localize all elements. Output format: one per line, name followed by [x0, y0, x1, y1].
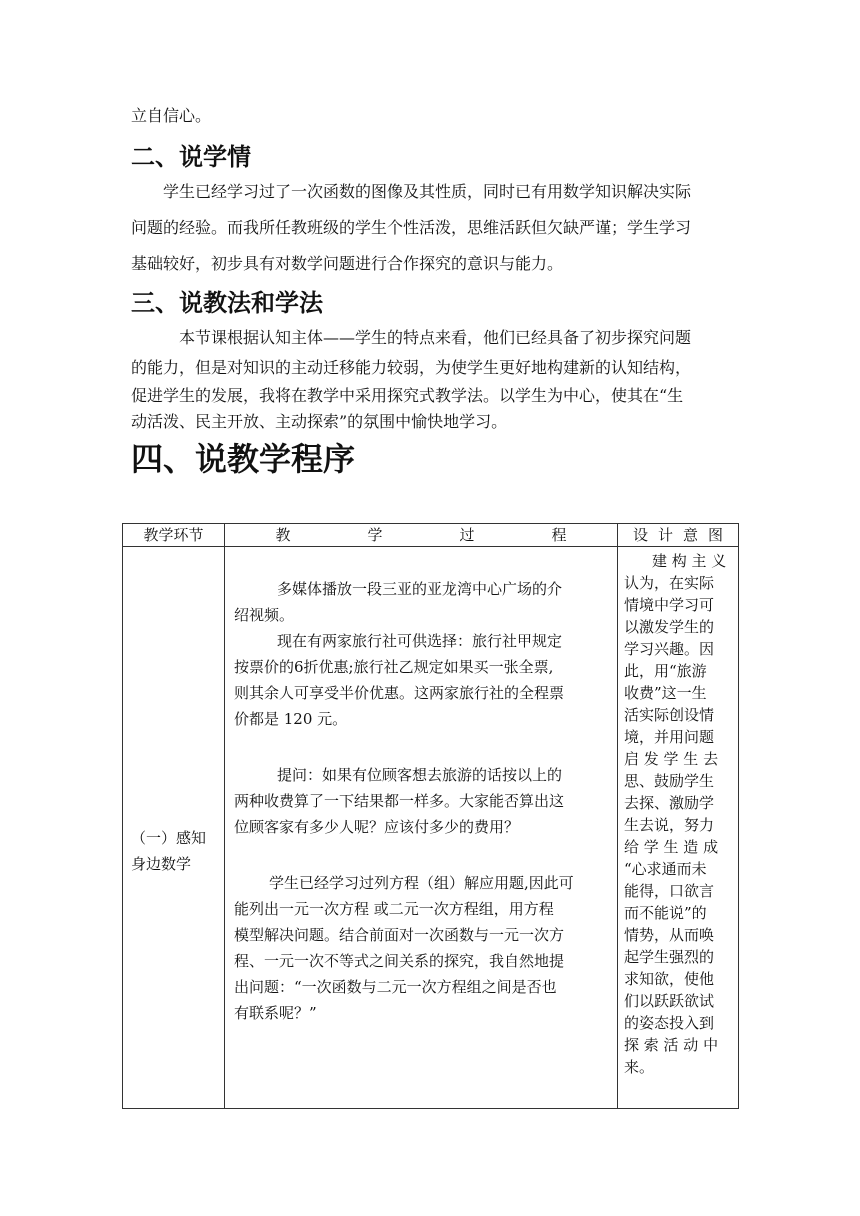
stage-cell	[123, 547, 225, 1109]
process-line: 绍视频。	[234, 606, 295, 624]
intent-line: “心求通而未	[624, 860, 707, 878]
process-line: 按票价的6折优惠;旅行社乙规定如果买一张全票,	[234, 658, 554, 676]
table-header-row	[123, 524, 739, 547]
intent-line: 生去说，努力	[624, 816, 715, 834]
intent-line: 启 发 学 生 去	[624, 750, 719, 768]
stage-line-2: 身边数学	[131, 855, 192, 873]
intent-line: 以激发学生的	[624, 618, 715, 636]
process-line: 价都是 120 元。	[234, 710, 348, 728]
process-line: 现在有两家旅行社可供选择：旅行社甲规定	[277, 632, 563, 650]
intent-line: 活实际创设情	[624, 706, 715, 724]
header-process-char: 教	[275, 526, 291, 544]
intent-line: 来。	[624, 1058, 655, 1076]
intent-line: 给 学 生 造 成	[624, 838, 719, 856]
header-process-char: 程	[551, 526, 567, 544]
intro-tail-text: 立自信心。	[131, 106, 212, 125]
intent-line: 建 构 主 义	[652, 552, 727, 570]
process-line: 位顾客家有多少人呢？应该付多少的费用？	[234, 818, 520, 836]
intent-line: 认为，在实际	[624, 574, 715, 592]
process-line: 则其余人可享受半价优惠。这两家旅行社的全程票	[234, 684, 565, 702]
section-3-title: 三、说教法和学法	[131, 289, 323, 317]
section-4-title: 四、说教学程序	[131, 440, 356, 478]
process-line: 模型解决问题。结合前面对一次函数与一元一次方	[234, 926, 565, 944]
section-2-line-2: 问题的经验。而我所任教班级的学生个性活泼，思维活跃但欠缺严谨；学生学习	[131, 218, 692, 237]
process-line: 程、一元一次不等式之间关系的探究，我自然地提	[234, 952, 565, 970]
section-2-line-3: 基础较好，初步具有对数学问题进行合作探究的意识与能力。	[131, 254, 564, 273]
header-stage: 教学环节	[123, 524, 225, 547]
intent-line: 思、鼓励学生	[624, 772, 715, 790]
intent-line: 求知欲，使他	[624, 970, 715, 988]
intent-line: 能得，口欲言	[624, 882, 715, 900]
intent-cell	[618, 547, 739, 1109]
header-intent	[618, 524, 739, 547]
header-process-char: 过	[459, 526, 475, 544]
header-intent-char: 设	[632, 526, 648, 544]
section-3-line-2: 的能力，但是对知识的主动迁移能力较弱，为使学生更好地构建新的认知结构，	[131, 358, 692, 377]
section-2-title: 二、说学情	[131, 143, 251, 171]
intent-line: 情势，从而唤	[624, 926, 715, 944]
intent-line: 境，并用问题	[624, 728, 715, 746]
intent-line: 起学生强烈的	[624, 948, 715, 966]
process-line: 有联系呢？”	[234, 1004, 317, 1022]
intent-line: 去探、激励学	[624, 794, 715, 812]
intent-line: 此，用“旅游	[624, 662, 707, 680]
header-intent-char: 意	[682, 526, 698, 544]
header-intent-char: 计	[657, 526, 673, 544]
header-intent-char: 图	[707, 526, 723, 544]
intent-line: 的姿态投入到	[624, 1014, 715, 1032]
section-3-line-4: 动活泼、民主开放、主动探索”的氛围中愉快地学习。	[131, 412, 508, 431]
intent-line: 情境中学习可	[624, 596, 715, 614]
process-line: 多媒体播放一段三亚的亚龙湾中心广场的介	[277, 580, 563, 598]
header-process-char: 学	[367, 526, 383, 544]
header-process	[225, 524, 618, 547]
intent-line: 而不能说”的	[624, 904, 707, 922]
intent-line: 学习兴趣。因	[624, 640, 715, 658]
process-line: 学生已经学习过列方程（组）解应用题,因此可	[269, 874, 574, 892]
intent-line: 们以跃跃欲试	[624, 992, 715, 1010]
section-3-line-3: 促进学生的发展，我将在教学中采用探究式教学法。以学生为中心，使其在“生	[131, 386, 684, 405]
process-line: 能列出一元一次方程 或二元一次方程组，用方程	[234, 900, 554, 918]
intent-line: 探 索 活 动 中	[624, 1036, 719, 1054]
section-3-line-1: 本节课根据认知主体——学生的特点来看，他们已经具备了初步探究问题	[179, 328, 692, 347]
process-line: 提问：如果有位顾客想去旅游的话按以上的	[277, 766, 563, 784]
process-cell	[225, 547, 618, 1109]
section-2-line-1: 学生已经学习过了一次函数的图像及其性质，同时已有用数学知识解决实际	[163, 182, 692, 201]
table-row	[123, 547, 739, 1109]
intent-line: 收费”这一生	[624, 684, 707, 702]
stage-line-1: （一）感知	[131, 829, 207, 847]
process-line: 两种收费算了一下结果都一样多。大家能否算出这	[234, 792, 565, 810]
process-line: 出问题：“一次函数与二元一次方程组之间是否也	[234, 978, 557, 996]
lesson-table	[122, 523, 739, 1109]
